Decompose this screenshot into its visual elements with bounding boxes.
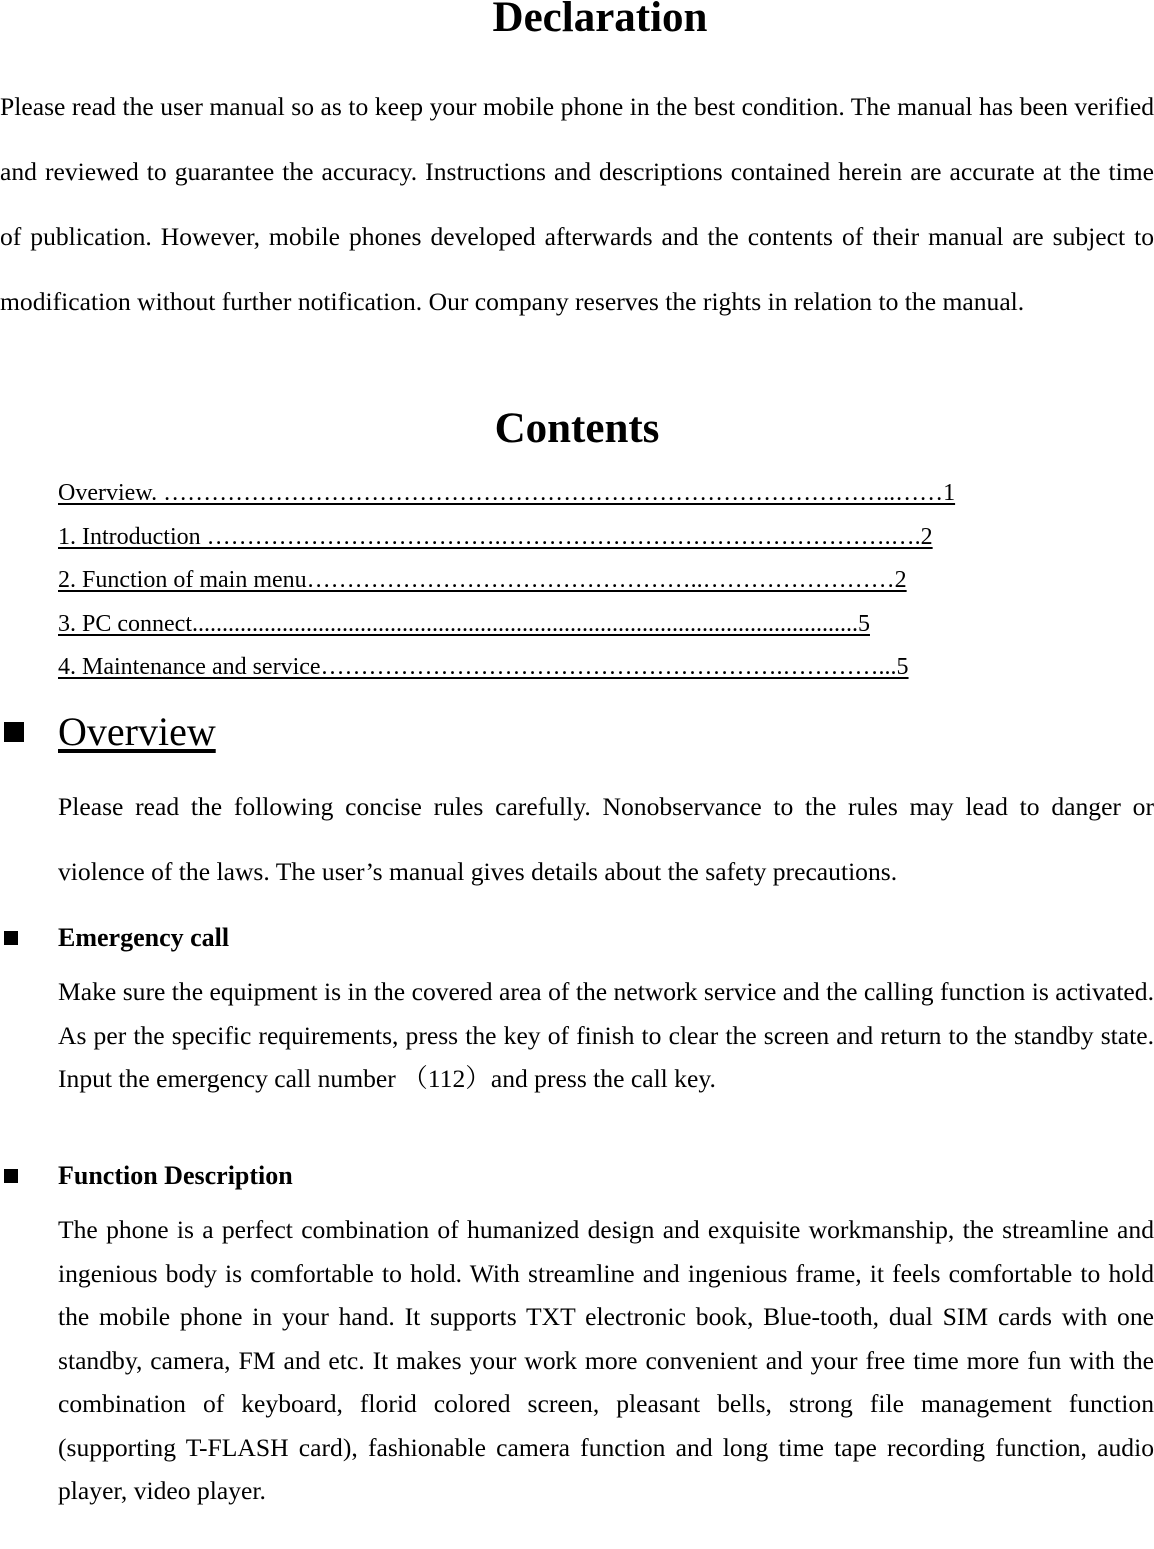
toc-link[interactable]: 2. Function of main menu…………………………………………..……………………2 [58,567,907,593]
toc-item-main-menu[interactable] [58,564,955,608]
toc-link[interactable]: Overview. ………………………………………………………………………………..……1 [58,480,956,506]
function-description-heading: Function Description [58,1161,293,1190]
function-description-paragraph: The phone is a perfect combination of humanized design and exquisite workmanship, the streamline and ingenious body is comfortable to hold. With streamline and ingenious frame, it feels comfortable to hold the mobile phone in your hand. It supports TXT electronic book, Blue-tooth, dual SIM cards with one standby, camera, FM and etc. It makes your work more convenient and your free time more fun with the combination of keyboard, florid colored screen, pleasant bells, strong file management function (supporting T-FLASH card), fashionable camera function and long time tape recording function, audio player, video player. [58,1215,1154,1505]
declaration-paragraph: Please read the user manual so as to keep your mobile phone in the best condition. The manual has been verified and reviewed to guarantee the accuracy. Instructions and descriptions contained herein are accurate at the time of publication. However, mobile phones developed afterwards and the contents of their manual are subject to modification without further notification. Our company reserves the rights in relation to the manual. [0,92,1154,316]
toc-item-introduction[interactable] [58,521,955,565]
contents-title: Contents [494,405,660,452]
declaration-title: Declaration [492,0,708,41]
toc-item-pc-connect[interactable] [58,608,955,652]
square-bullet-icon [4,722,24,742]
overview-heading: Overview [58,709,216,754]
emergency-call-paragraph: Make sure the equipment is in the covered area of the network service and the calling function is activated. As per the specific requirements, press the key of finish to clear the screen and return to the standby state. Input the emergency call number （112）and press the call key. [58,977,1154,1093]
toc-link[interactable]: 4. Maintenance and service………………………………………………….…………...5 [58,654,909,680]
toc-link[interactable]: 1. Introduction ……………………………….………………………………………….….2 [58,523,933,550]
emergency-call-heading: Emergency call [58,923,230,952]
toc-link[interactable]: 3. PC connect...............................................................................................................5 [58,610,870,637]
square-bullet-icon [4,1169,18,1183]
overview-paragraph: Please read the following concise rules carefully. Nonobservance to the rules may lead to danger or violence of the laws. The user’s manual gives details about the safety precautions. [58,792,1154,886]
toc-item-overview[interactable] [58,477,955,521]
square-bullet-icon [4,931,18,945]
toc-item-maintenance[interactable] [58,651,955,695]
table-of-contents [58,477,955,695]
